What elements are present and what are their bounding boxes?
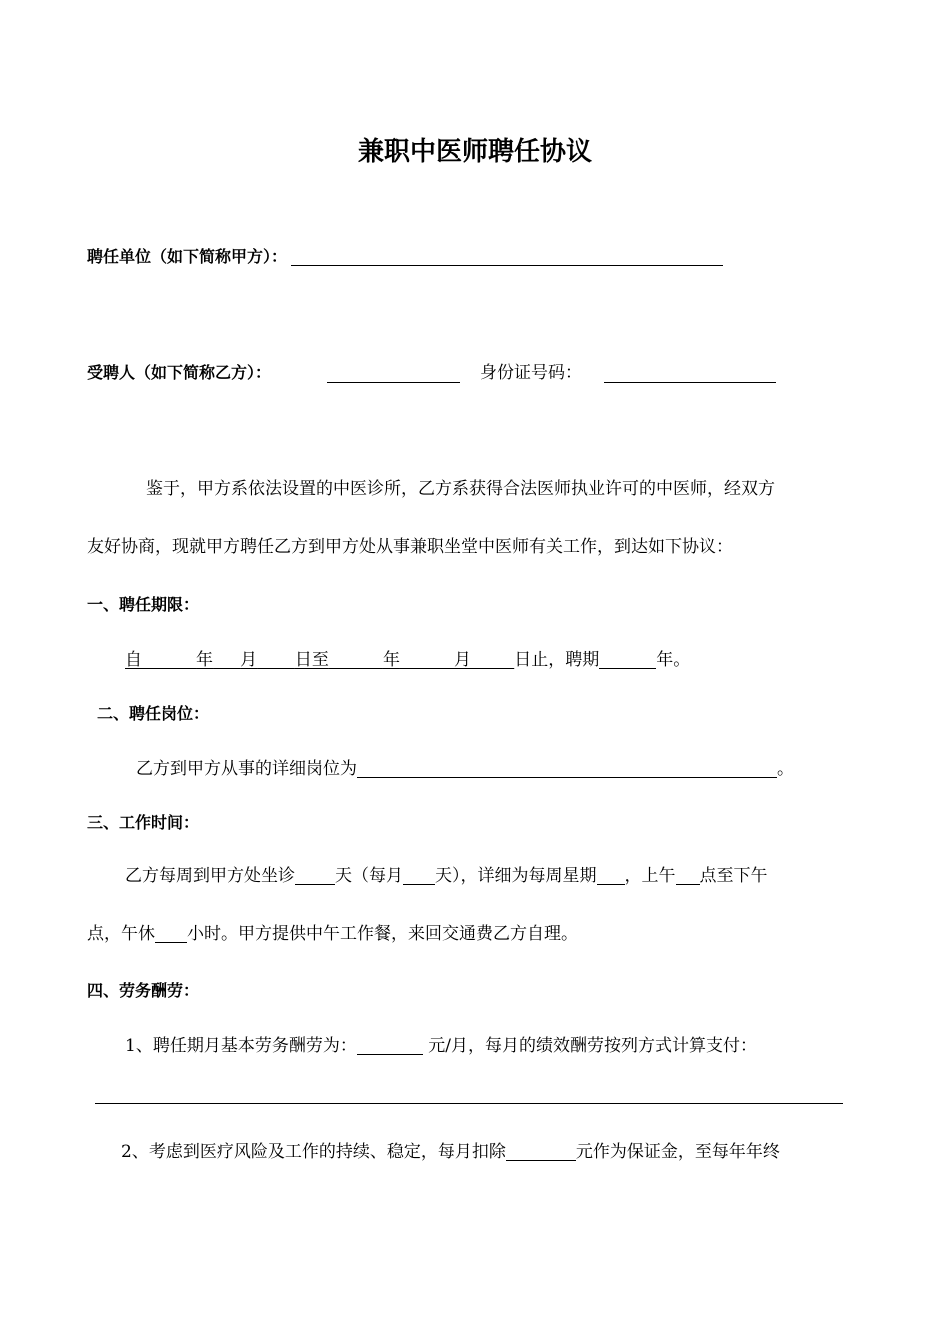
deposit-blank[interactable] — [506, 1142, 576, 1161]
term-years-blank[interactable] — [599, 650, 656, 669]
employee-line — [87, 362, 271, 384]
employer-blank[interactable] — [291, 247, 723, 266]
base-salary-blank[interactable] — [357, 1036, 423, 1055]
preamble-line-1: 鉴于，甲方系依法设置的中医诊所，乙方系获得合法医师执业许可的中医师，经双方 — [146, 479, 775, 499]
worktime-line-1: 乙方每周到甲方处坐诊 天（每月 天），详细为每周星期 ，上午 点至下午 — [125, 866, 768, 886]
term-line — [125, 649, 690, 671]
employee-label: 受聘人（如下简称乙方）： — [87, 363, 272, 382]
employer-label: 聘任单位（如下简称甲方）： — [87, 247, 288, 266]
performance-pay-blank[interactable] — [95, 1103, 843, 1104]
position-line: 乙方到甲方从事的详细岗位为 。 — [136, 759, 794, 779]
preamble-line-2: 友好协商，现就甲方聘任乙方到甲方处从事兼职坐堂中医师有关工作，到达如下协议： — [87, 537, 733, 557]
morning-hour-blank[interactable] — [676, 866, 700, 885]
document-title: 兼职中医师聘任协议 — [357, 137, 592, 167]
section-2-heading: 二、聘任岗位： — [97, 704, 210, 723]
salary-line: 1、聘任期月基本劳务酬劳为： 元/月，每月的绩效酬劳按列方式计算支付： — [125, 1036, 757, 1056]
section-4-heading: 四、劳务酬劳： — [87, 981, 200, 1000]
lunch-break-blank[interactable] — [155, 924, 187, 943]
days-per-month-blank[interactable] — [403, 866, 435, 885]
position-blank[interactable] — [357, 759, 777, 778]
days-per-week-blank[interactable] — [295, 866, 335, 885]
id-number-blank[interactable] — [604, 364, 776, 383]
section-3-heading: 三、工作时间： — [87, 813, 200, 832]
position-text: 乙方到甲方从事的详细岗位为 — [136, 759, 357, 779]
term-years-text: 年。 — [656, 650, 691, 670]
weekday-blank[interactable] — [597, 866, 625, 885]
term-dates[interactable]: 自 年 月 日至 年 月 — [125, 650, 471, 670]
employer-line — [87, 246, 723, 268]
term-end-text: 日止，聘期 — [514, 650, 600, 670]
employee-name-blank[interactable] — [327, 364, 460, 383]
section-1-heading: 一、聘任期限： — [87, 595, 200, 614]
id-label: 身份证号码： — [480, 363, 582, 383]
worktime-line-2: 点，午休 小时。甲方提供中午工作餐，来回交通费乙方自理。 — [87, 924, 578, 944]
deposit-line: 2、考虑到医疗风险及工作的持续、稳定，每月扣除 元作为保证金，至每年年终 — [121, 1142, 780, 1162]
